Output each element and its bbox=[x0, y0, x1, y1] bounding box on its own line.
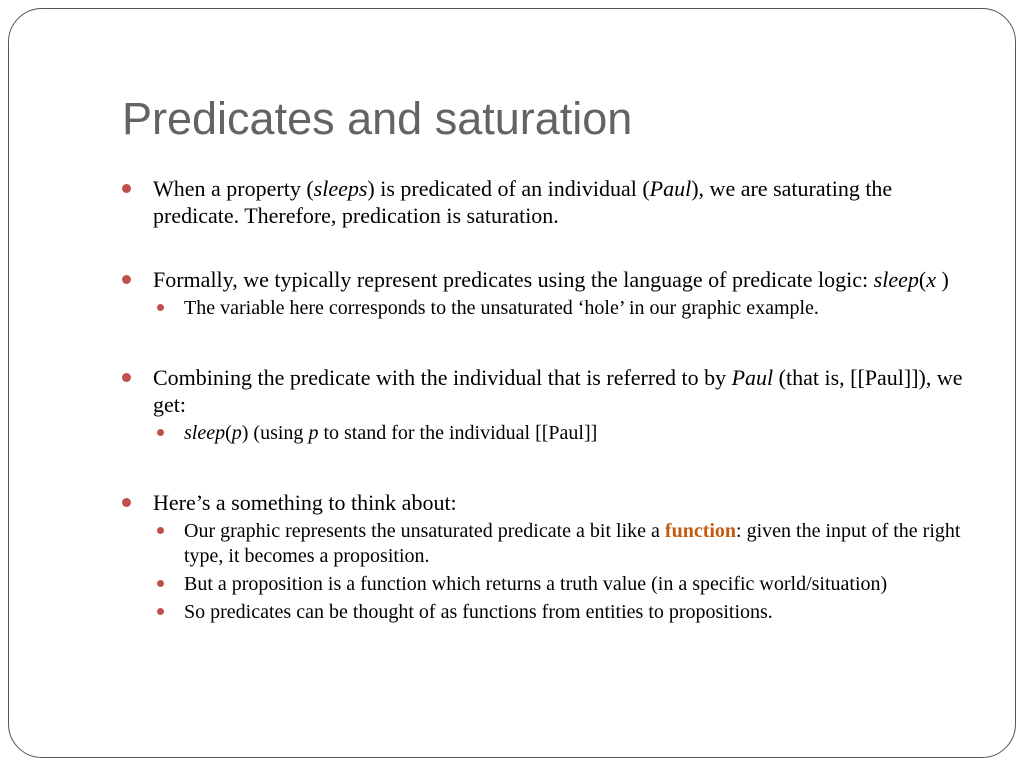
bullet-text: Here’s a something to think about: bbox=[153, 490, 457, 515]
sub-bullet-item bbox=[153, 296, 969, 321]
sub-bullet-item bbox=[153, 421, 969, 446]
bullet-text: ) bbox=[935, 267, 949, 292]
bullet-text: ( bbox=[918, 267, 927, 292]
sub-bullet-dot-icon bbox=[157, 580, 164, 587]
highlight-function: function bbox=[664, 520, 737, 542]
sub-bullet-text: The variable here corresponds to the unsaturated ‘hole’ in our graphic example. bbox=[184, 297, 819, 319]
sub-bullet-text: : given the input of the right type, it becomes a proposition. bbox=[184, 520, 961, 567]
bullet-item bbox=[119, 175, 969, 229]
bullet-italic: x bbox=[926, 267, 936, 292]
bullet-italic: sleeps bbox=[313, 176, 368, 201]
sub-bullet-item bbox=[153, 519, 969, 569]
bullet-dot-icon bbox=[122, 373, 131, 382]
bullet-dot-icon bbox=[122, 184, 131, 193]
sub-bullet-text: ) (using bbox=[241, 422, 309, 444]
slide-title: Predicates and saturation bbox=[122, 93, 633, 144]
bullet-italic: Paul bbox=[731, 365, 774, 390]
bullet-text: Formally, we typically represent predicates using the language of predicate logic: bbox=[153, 267, 874, 292]
sub-bullet-text: But a proposition is a function which returns a truth value (in a specific world/situation) bbox=[184, 573, 888, 595]
bullet-italic: sleep bbox=[873, 267, 919, 292]
bullet-italic: Paul bbox=[649, 176, 692, 201]
slide-body bbox=[119, 175, 969, 625]
bullet-text: ), we are saturating the predicate. Therefore, predication is saturation. bbox=[153, 176, 893, 228]
sub-bullet-dot-icon bbox=[157, 304, 164, 311]
sub-bullet-italic: p bbox=[308, 422, 319, 444]
bullet-item bbox=[119, 266, 969, 293]
sub-bullet-text: ( bbox=[225, 422, 232, 444]
sub-bullet-italic: p bbox=[231, 422, 242, 444]
sub-bullet-text: to stand for the individual [[Paul]] bbox=[318, 422, 598, 444]
bullet-dot-icon bbox=[122, 275, 131, 284]
sub-bullet-text: So predicates can be thought of as functions from entities to propositions. bbox=[184, 601, 773, 623]
bullet-item bbox=[119, 489, 969, 516]
sub-bullet-dot-icon bbox=[157, 429, 164, 436]
bullet-text: (that is, [[Paul]]), we get: bbox=[153, 365, 963, 417]
sub-bullet-dot-icon bbox=[157, 527, 164, 534]
sub-bullet-text: Our graphic represents the unsaturated predicate a bit like a bbox=[184, 520, 665, 542]
sub-bullet-item bbox=[153, 600, 969, 625]
sub-bullet-item bbox=[153, 572, 969, 597]
sub-bullet-italic: sleep bbox=[184, 422, 226, 444]
sub-bullet-dot-icon bbox=[157, 608, 164, 615]
bullet-item bbox=[119, 364, 969, 418]
bullet-text: When a property ( bbox=[153, 176, 314, 201]
slide-frame bbox=[8, 8, 1016, 758]
bullet-text: Combining the predicate with the individual that is referred to by bbox=[153, 365, 732, 390]
bullet-dot-icon bbox=[122, 498, 131, 507]
bullet-text: ) is predicated of an individual ( bbox=[367, 176, 650, 201]
